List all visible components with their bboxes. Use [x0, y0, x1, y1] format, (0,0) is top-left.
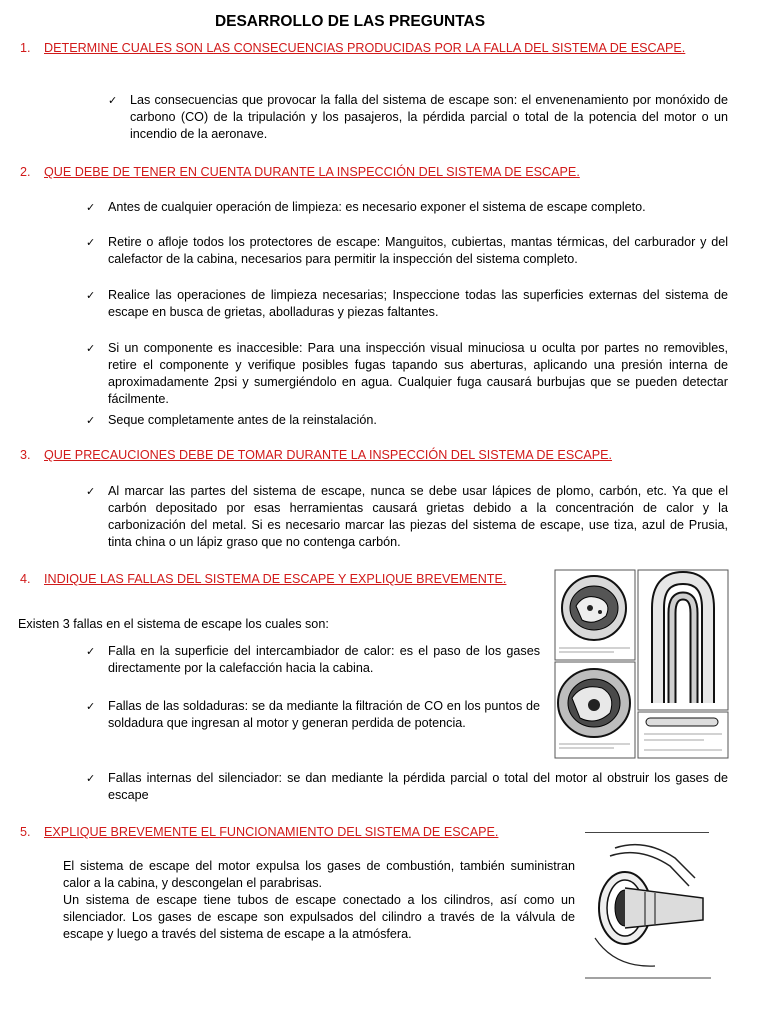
- check-icon: ✓: [86, 342, 96, 355]
- q2-bullet-text: Realice las operaciones de limpieza necesarias; Inspeccione todas las superficies externas del sistema de escape en busca de grietas, abolladuras y piezas faltantes.: [108, 288, 728, 319]
- page-title: DESARROLLO DE LAS PREGUNTAS: [214, 13, 486, 30]
- q3-bullet-text: Al marcar las partes del sistema de escape, nunca se debe usar lápices de plomo, carbón, etc. Ya que el carbón depositado por esas herramientas causará grietas debido a la concentración de calor y la carbonización del metal. Si es necesario marcar las piezas del sistema de escape, use tiza, azul de Prusia, tinta china o un lápiz graso que no contenga carbón.: [108, 484, 728, 549]
- q5-paragraph: El sistema de escape del motor expulsa los gases de combustión, también suministran calor a la cabina, y descongelan el parabrisas.: [63, 859, 575, 890]
- q4-intro: Existen 3 fallas en el sistema de escape los cuales son:: [18, 617, 329, 631]
- check-icon: ✓: [86, 236, 96, 249]
- check-icon: ✓: [86, 414, 96, 427]
- q4-bullet: [86, 643, 540, 677]
- exhaust-system-figure: [585, 838, 711, 982]
- q4-bullet: [86, 698, 540, 732]
- question-3-heading: [20, 447, 728, 463]
- question-3-number: 3.: [20, 448, 31, 462]
- divider-line: [585, 832, 709, 833]
- q1-bullet-text: Las consecuencias que provocar la falla del sistema de escape son: el envenenamiento por monóxido de carbono (CO) de la tripulación y los pasajeros, la pérdida parcial o total de la potencia del motor o un incendio de la aeronave.: [130, 93, 728, 141]
- check-icon: ✓: [86, 700, 96, 713]
- q2-bullet-text: Si un componente es inaccesible: Para una inspección visual minuciosa u oculta por partes no removibles, retire el componente y verifique posibles fugas tapando sus aberturas, aplicando una presión interna de aproximadamente 2psi y sumergiéndolo en agua. Cualquier fuga causará burbujas que se pueden detectar fácilmente.: [108, 341, 728, 406]
- question-5-heading: [20, 824, 560, 840]
- question-2-text: QUE DEBE DE TENER EN CUENTA DURANTE LA INSPECCIÓN DEL SISTEMA DE ESCAPE.: [44, 165, 580, 179]
- question-3-text: QUE PRECAUCIONES DEBE DE TOMAR DURANTE LA INSPECCIÓN DEL SISTEMA DE ESCAPE.: [44, 448, 613, 462]
- exhaust-failures-illustration: [554, 568, 730, 762]
- check-icon: ✓: [86, 289, 96, 302]
- q4-bullet: [86, 770, 728, 804]
- q2-bullet: [86, 234, 728, 268]
- question-2-heading: [20, 164, 728, 180]
- q4-bullet-text: Fallas de las soldaduras: se da mediante la filtración de CO en los puntos de soldadura que ingresan al motor y generan perdida de potencia.: [108, 699, 540, 730]
- q4-bullet-text: Fallas internas del silenciador: se dan mediante la pérdida parcial o total del motor al obstruir los gases de escape: [108, 771, 728, 802]
- exhaust-pipe-illustration: [585, 838, 711, 982]
- q2-bullet-text: Retire o afloje todos los protectores de escape: Manguitos, cubiertas, mantas térmicas, del carburador y del calefactor de la cabina, necesarios para permitir la inspección del sistema completo.: [108, 235, 728, 266]
- q1-bullet: [108, 92, 728, 143]
- question-5-number: 5.: [20, 825, 31, 839]
- check-icon: ✓: [86, 645, 96, 658]
- check-icon: ✓: [86, 201, 96, 214]
- q5-paragraph: Un sistema de escape tiene tubos de escape conectado a los cilindros, así como un silenciador. Los gases de escape son expulsados del cilindro a través de la válvula de escape y luego a través del sistema de escape a la atmósfera.: [63, 893, 575, 941]
- exhaust-failures-figure: [554, 568, 730, 762]
- q4-bullet-text: Falla en la superficie del intercambiador de calor: es el paso de los gases directamente por la calefacción hacia la cabina.: [108, 644, 540, 675]
- check-icon: ✓: [108, 94, 118, 107]
- q2-bullet-text: Antes de cualquier operación de limpieza: es necesario exponer el sistema de escape completo.: [108, 200, 646, 214]
- q2-bullet: [86, 412, 728, 429]
- q2-bullet: [86, 199, 728, 216]
- q2-bullet-text: Seque completamente antes de la reinstalación.: [108, 413, 377, 427]
- check-icon: ✓: [86, 772, 96, 785]
- q2-bullet: [86, 287, 728, 321]
- q2-bullet: [86, 340, 728, 408]
- q3-bullet: [86, 483, 728, 551]
- question-5-text: EXPLIQUE BREVEMENTE EL FUNCIONAMIENTO DEL SISTEMA DE ESCAPE.: [44, 825, 499, 839]
- question-1-heading: [20, 40, 728, 56]
- question-4-number: 4.: [20, 572, 31, 586]
- question-1-text: DETERMINE CUALES SON LAS CONSECUENCIAS PRODUCIDAS POR LA FALLA DEL SISTEMA DE ESCAPE.: [44, 41, 686, 55]
- check-icon: ✓: [86, 485, 96, 498]
- question-4-heading: [20, 571, 540, 587]
- question-1-number: 1.: [20, 41, 31, 55]
- question-2-number: 2.: [20, 165, 31, 179]
- question-4-text: INDIQUE LAS FALLAS DEL SISTEMA DE ESCAPE Y EXPLIQUE BREVEMENTE.: [44, 572, 507, 586]
